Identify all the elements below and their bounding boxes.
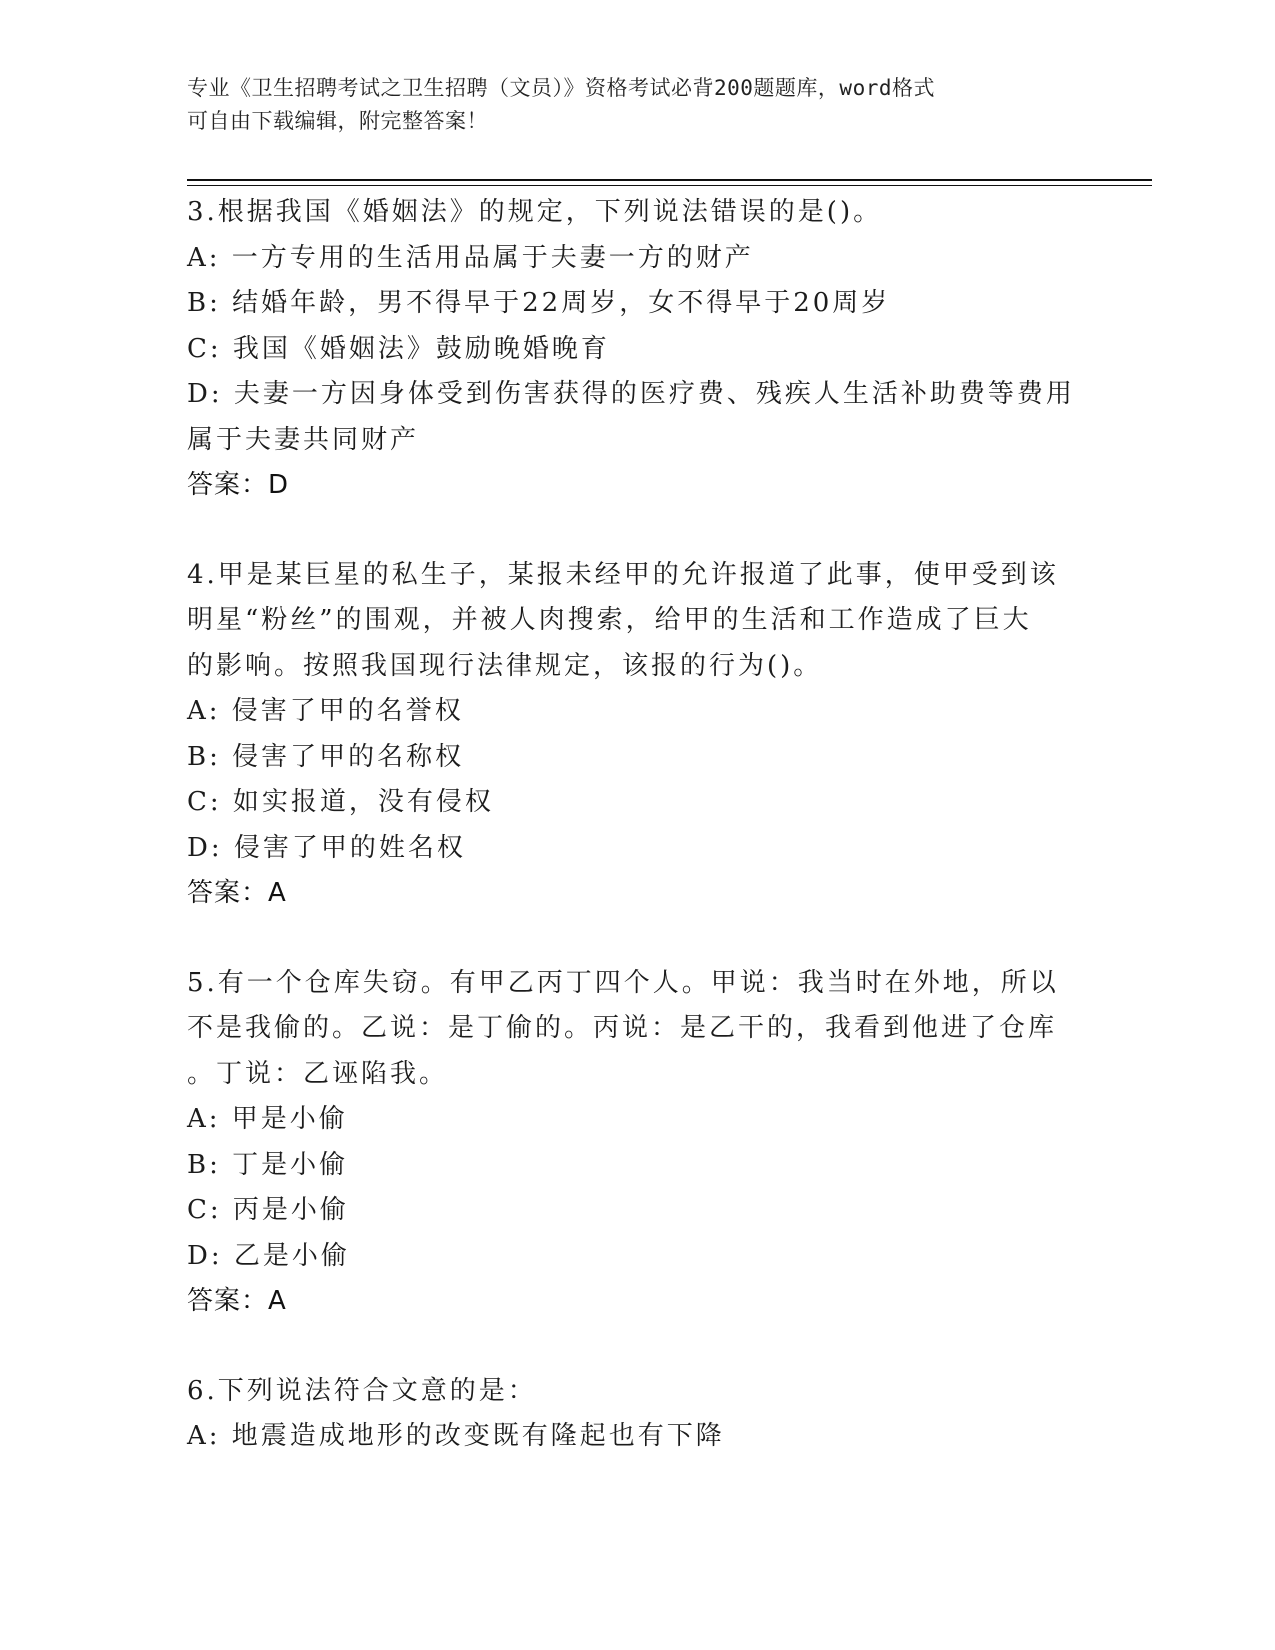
option-line: A: 侵害了甲的名誉权 [187, 696, 464, 726]
header-divider-thin [187, 185, 1152, 186]
option-line: B: 丁是小偷 [187, 1149, 349, 1180]
option-line: B: 结婚年龄，男不得早于22周岁，女不得早于20周岁 [187, 288, 891, 318]
answer-line: 答案：D [187, 470, 290, 500]
header-divider-thick [187, 179, 1152, 181]
question-list [187, 190, 1087, 1504]
header-line-2: 可自由下载编辑，附完整答案！ [187, 109, 488, 133]
question-6 [187, 1369, 1087, 1460]
question-stem-line: 明星“粉丝”的围观，并被人肉搜索，给甲的生活和工作造成了巨大 [187, 605, 1032, 635]
answer-line: 答案：A [187, 878, 287, 908]
answer-line: 答案：A [187, 1286, 287, 1316]
question-4 [187, 553, 1087, 917]
question-stem-line: 3.根据我国《婚姻法》的规定，下列说法错误的是()。 [187, 197, 883, 227]
question-5 [187, 961, 1087, 1325]
question-stem-line: 4.甲是某巨星的私生子，某报未经甲的允许报道了此事，使甲受到该 [187, 559, 1059, 590]
question-stem-line: 不是我偷的。乙说：是丁偷的。丙说：是乙干的，我看到他进了仓库 [187, 1013, 1058, 1043]
option-line: D: 夫妻一方因身体受到伤害获得的医疗费、残疾人生活补助费等费用 [187, 379, 1075, 409]
option-line: A: 甲是小偷 [187, 1104, 348, 1134]
option-line: D: 侵害了甲的姓名权 [187, 832, 466, 863]
option-line: C: 丙是小偷 [187, 1195, 349, 1225]
question-3 [187, 190, 1087, 509]
option-line: 属于夫妻共同财产 [187, 424, 420, 455]
question-stem-line: 5.有一个仓库失窃。有甲乙丙丁四个人。甲说：我当时在外地，所以 [187, 967, 1059, 998]
option-line: A: 地震造成地形的改变既有隆起也有下降 [187, 1421, 725, 1451]
option-line: A: 一方专用的生活用品属于夫妻一方的财产 [187, 242, 754, 273]
option-line: D: 乙是小偷 [187, 1240, 350, 1271]
page-header [187, 72, 1087, 138]
question-stem-line: 。丁说：乙诬陷我。 [187, 1058, 449, 1089]
option-line: C: 如实报道，没有侵权 [187, 787, 494, 817]
header-line-1: 专业《卫生招聘考试之卫生招聘（文员）》资格考试必背200题题库，word格式 [187, 76, 935, 100]
question-stem-line: 6.下列说法符合文意的是： [187, 1375, 537, 1406]
option-line: C: 我国《婚姻法》鼓励晚婚晚育 [187, 333, 610, 364]
question-stem-line: 的影响。按照我国现行法律规定，该报的行为()。 [187, 650, 823, 681]
option-line: B: 侵害了甲的名称权 [187, 741, 465, 772]
